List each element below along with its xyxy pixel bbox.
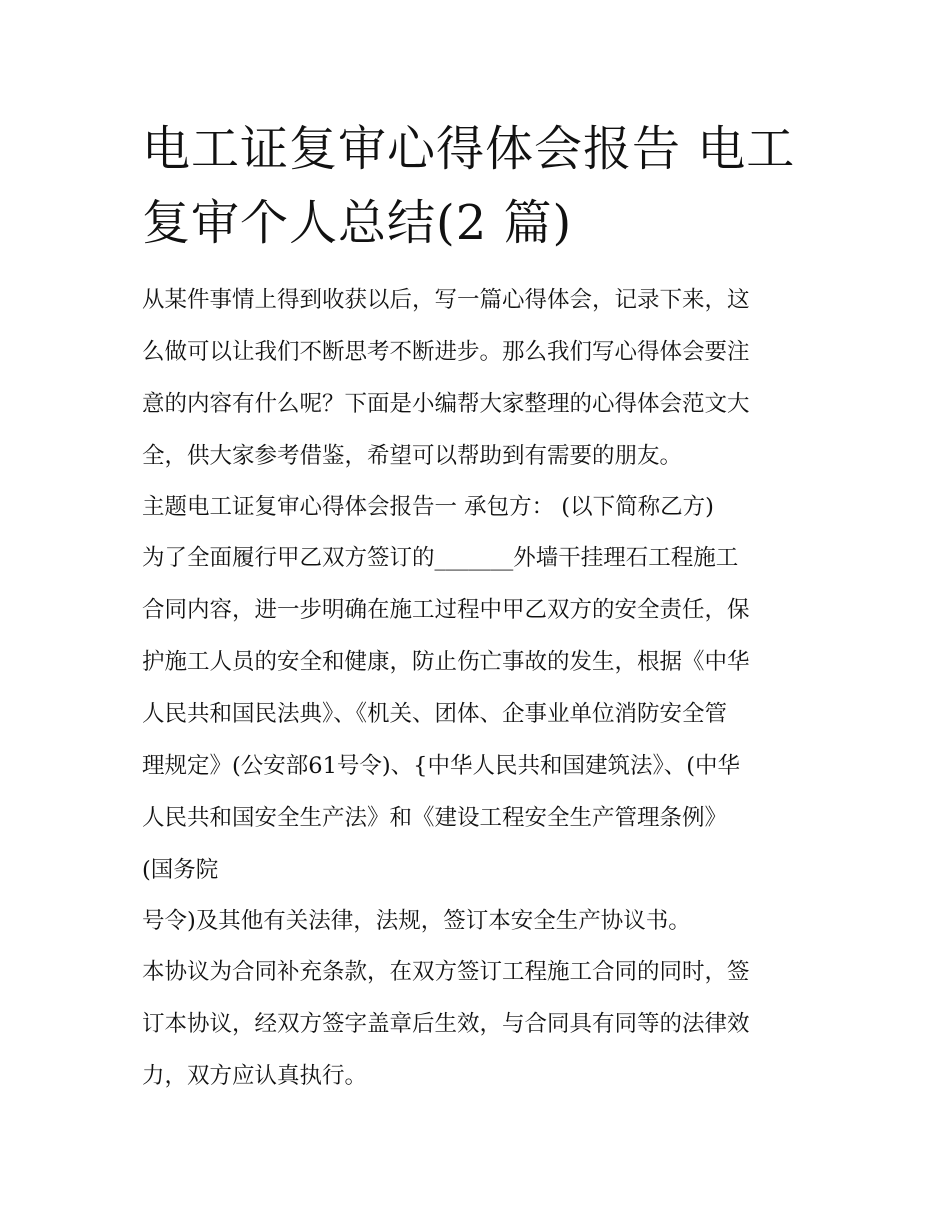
body-line: 理规定》(公安部61号令)、{中华人民共和国建筑法》、(中华 xyxy=(142,753,741,779)
intro-line: 意的内容有什么呢？下面是小编帮大家整理的心得体会范文大 xyxy=(142,391,750,417)
body-line: 人民共和国安全生产法》和《建设工程安全生产管理条例》 xyxy=(142,805,728,831)
body-line: 合同内容，进一步明确在施工过程中甲乙双方的安全责任，保 xyxy=(142,597,750,623)
title-line-2: 复审个人总结(2 篇) xyxy=(142,195,573,251)
closing-paragraph xyxy=(142,946,822,1102)
body-line: (国务院 xyxy=(142,857,219,883)
intro-line: 从某件事情上得到收获以后，写一篇心得体会，记录下来，这 xyxy=(142,287,750,313)
body-line: 号令)及其他有关法律，法规，签订本安全生产协议书。 xyxy=(142,908,691,934)
closing-line: 本协议为合同补充条款，在双方签订工程施工合同的同时，签 xyxy=(142,959,750,985)
agreement-paragraph xyxy=(142,532,822,946)
body-line: 人民共和国民法典》、《机关、团体、企事业单位消防安全管 xyxy=(142,701,728,727)
document-body xyxy=(142,274,822,1102)
closing-line: 订本协议，经双方签字盖章后生效，与合同具有同等的法律效 xyxy=(142,1011,750,1037)
intro-paragraph xyxy=(142,274,822,482)
title-line-1: 电工证复审心得体会报告 电工 xyxy=(142,121,796,177)
closing-line: 力，双方应认真执行。 xyxy=(142,1063,368,1089)
body-line: 为了全面履行甲乙双方签订的_______外墙干挂理石工程施工 xyxy=(142,545,739,571)
document-title xyxy=(142,112,832,260)
intro-line: 全，供大家参考借鉴，希望可以帮助到有需要的朋友。 xyxy=(142,443,683,469)
subject-line: 主题电工证复审心得体会报告一 承包方： (以下简称乙方) xyxy=(142,494,714,520)
intro-line: 么做可以让我们不断思考不断进步。那么我们写心得体会要注 xyxy=(142,339,750,365)
body-line: 护施工人员的安全和健康，防止伤亡事故的发生，根据《中华 xyxy=(142,649,750,675)
